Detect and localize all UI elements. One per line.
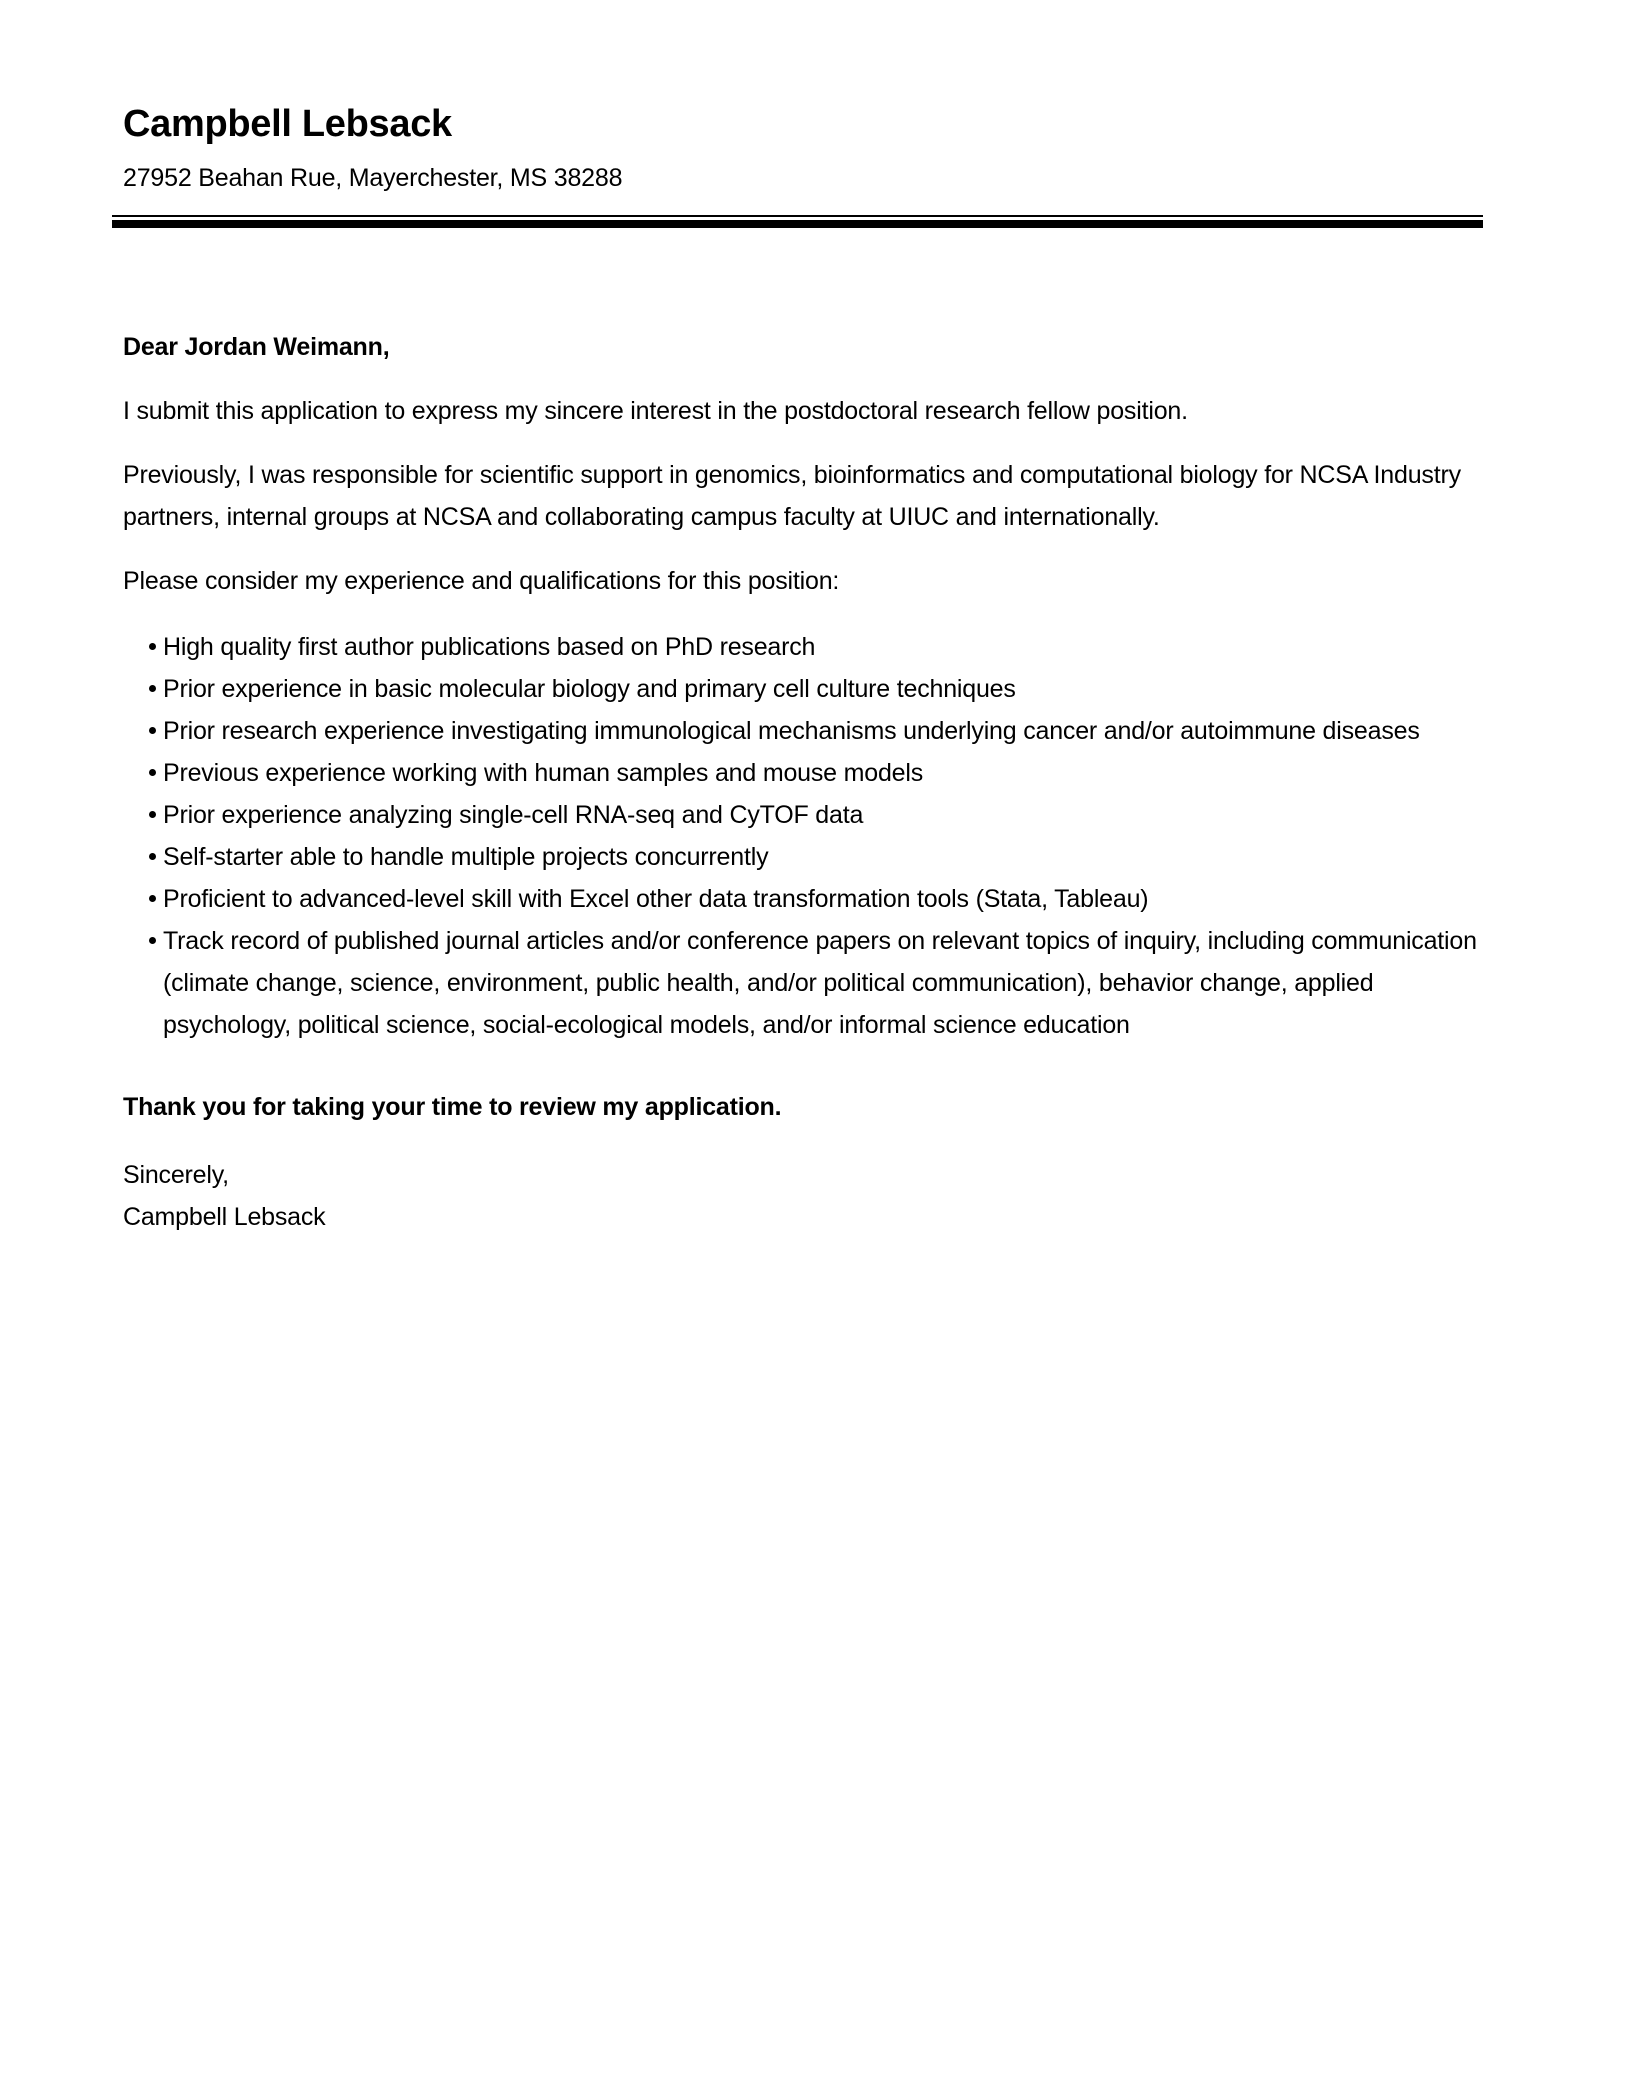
qualification-item: Track record of published journal articles and/or conference papers on relevant topics of inquiry, including communication (climate change, science, environment, public health, and/or political communication), behavior change, applied psychology, political science, social-ecological models, and/or informal science education: [163, 920, 1477, 1046]
letter-body: [123, 326, 1477, 1238]
paragraph-intro: I submit this application to express my sincere interest in the postdoctoral research fellow position.: [123, 396, 1188, 425]
qualification-item: High quality first author publications based on PhD research: [163, 626, 1477, 668]
paragraph-experience: Previously, I was responsible for scientific support in genomics, bioinformatics and computational biology for NCSA Industry partners, internal groups at NCSA and collaborating campus faculty at UIUC and internationally.: [123, 460, 1461, 531]
header-divider: [112, 215, 1483, 228]
qualification-item: Prior research experience investigating immunological mechanisms underlying cancer and/or autoimmune diseases: [163, 710, 1477, 752]
salutation: Dear Jordan Weimann,: [123, 332, 390, 361]
qualification-item: Self-starter able to handle multiple projects concurrently: [163, 836, 1477, 878]
qualification-item: Prior experience in basic molecular biology and primary cell culture techniques: [163, 668, 1477, 710]
closing-sincerely: Sincerely,: [123, 1160, 229, 1189]
qualification-item: Previous experience working with human samples and mouse models: [163, 752, 1477, 794]
thank-you-line: Thank you for taking your time to review my application.: [123, 1092, 782, 1121]
qualification-item: Prior experience analyzing single-cell RNA-seq and CyTOF data: [163, 794, 1477, 836]
qualification-item: Proficient to advanced-level skill with Excel other data transformation tools (Stata, Tableau): [163, 878, 1477, 920]
sender-name: Campbell Lebsack: [123, 103, 452, 145]
signature-name: Campbell Lebsack: [123, 1202, 326, 1231]
closing-block: [123, 1154, 1477, 1238]
letter-header: [123, 103, 1477, 228]
sender-address: 27952 Beahan Rue, Mayerchester, MS 38288: [123, 163, 623, 192]
qualifications-list: [123, 626, 1477, 1046]
paragraph-consider: Please consider my experience and qualifications for this position:: [123, 566, 840, 595]
